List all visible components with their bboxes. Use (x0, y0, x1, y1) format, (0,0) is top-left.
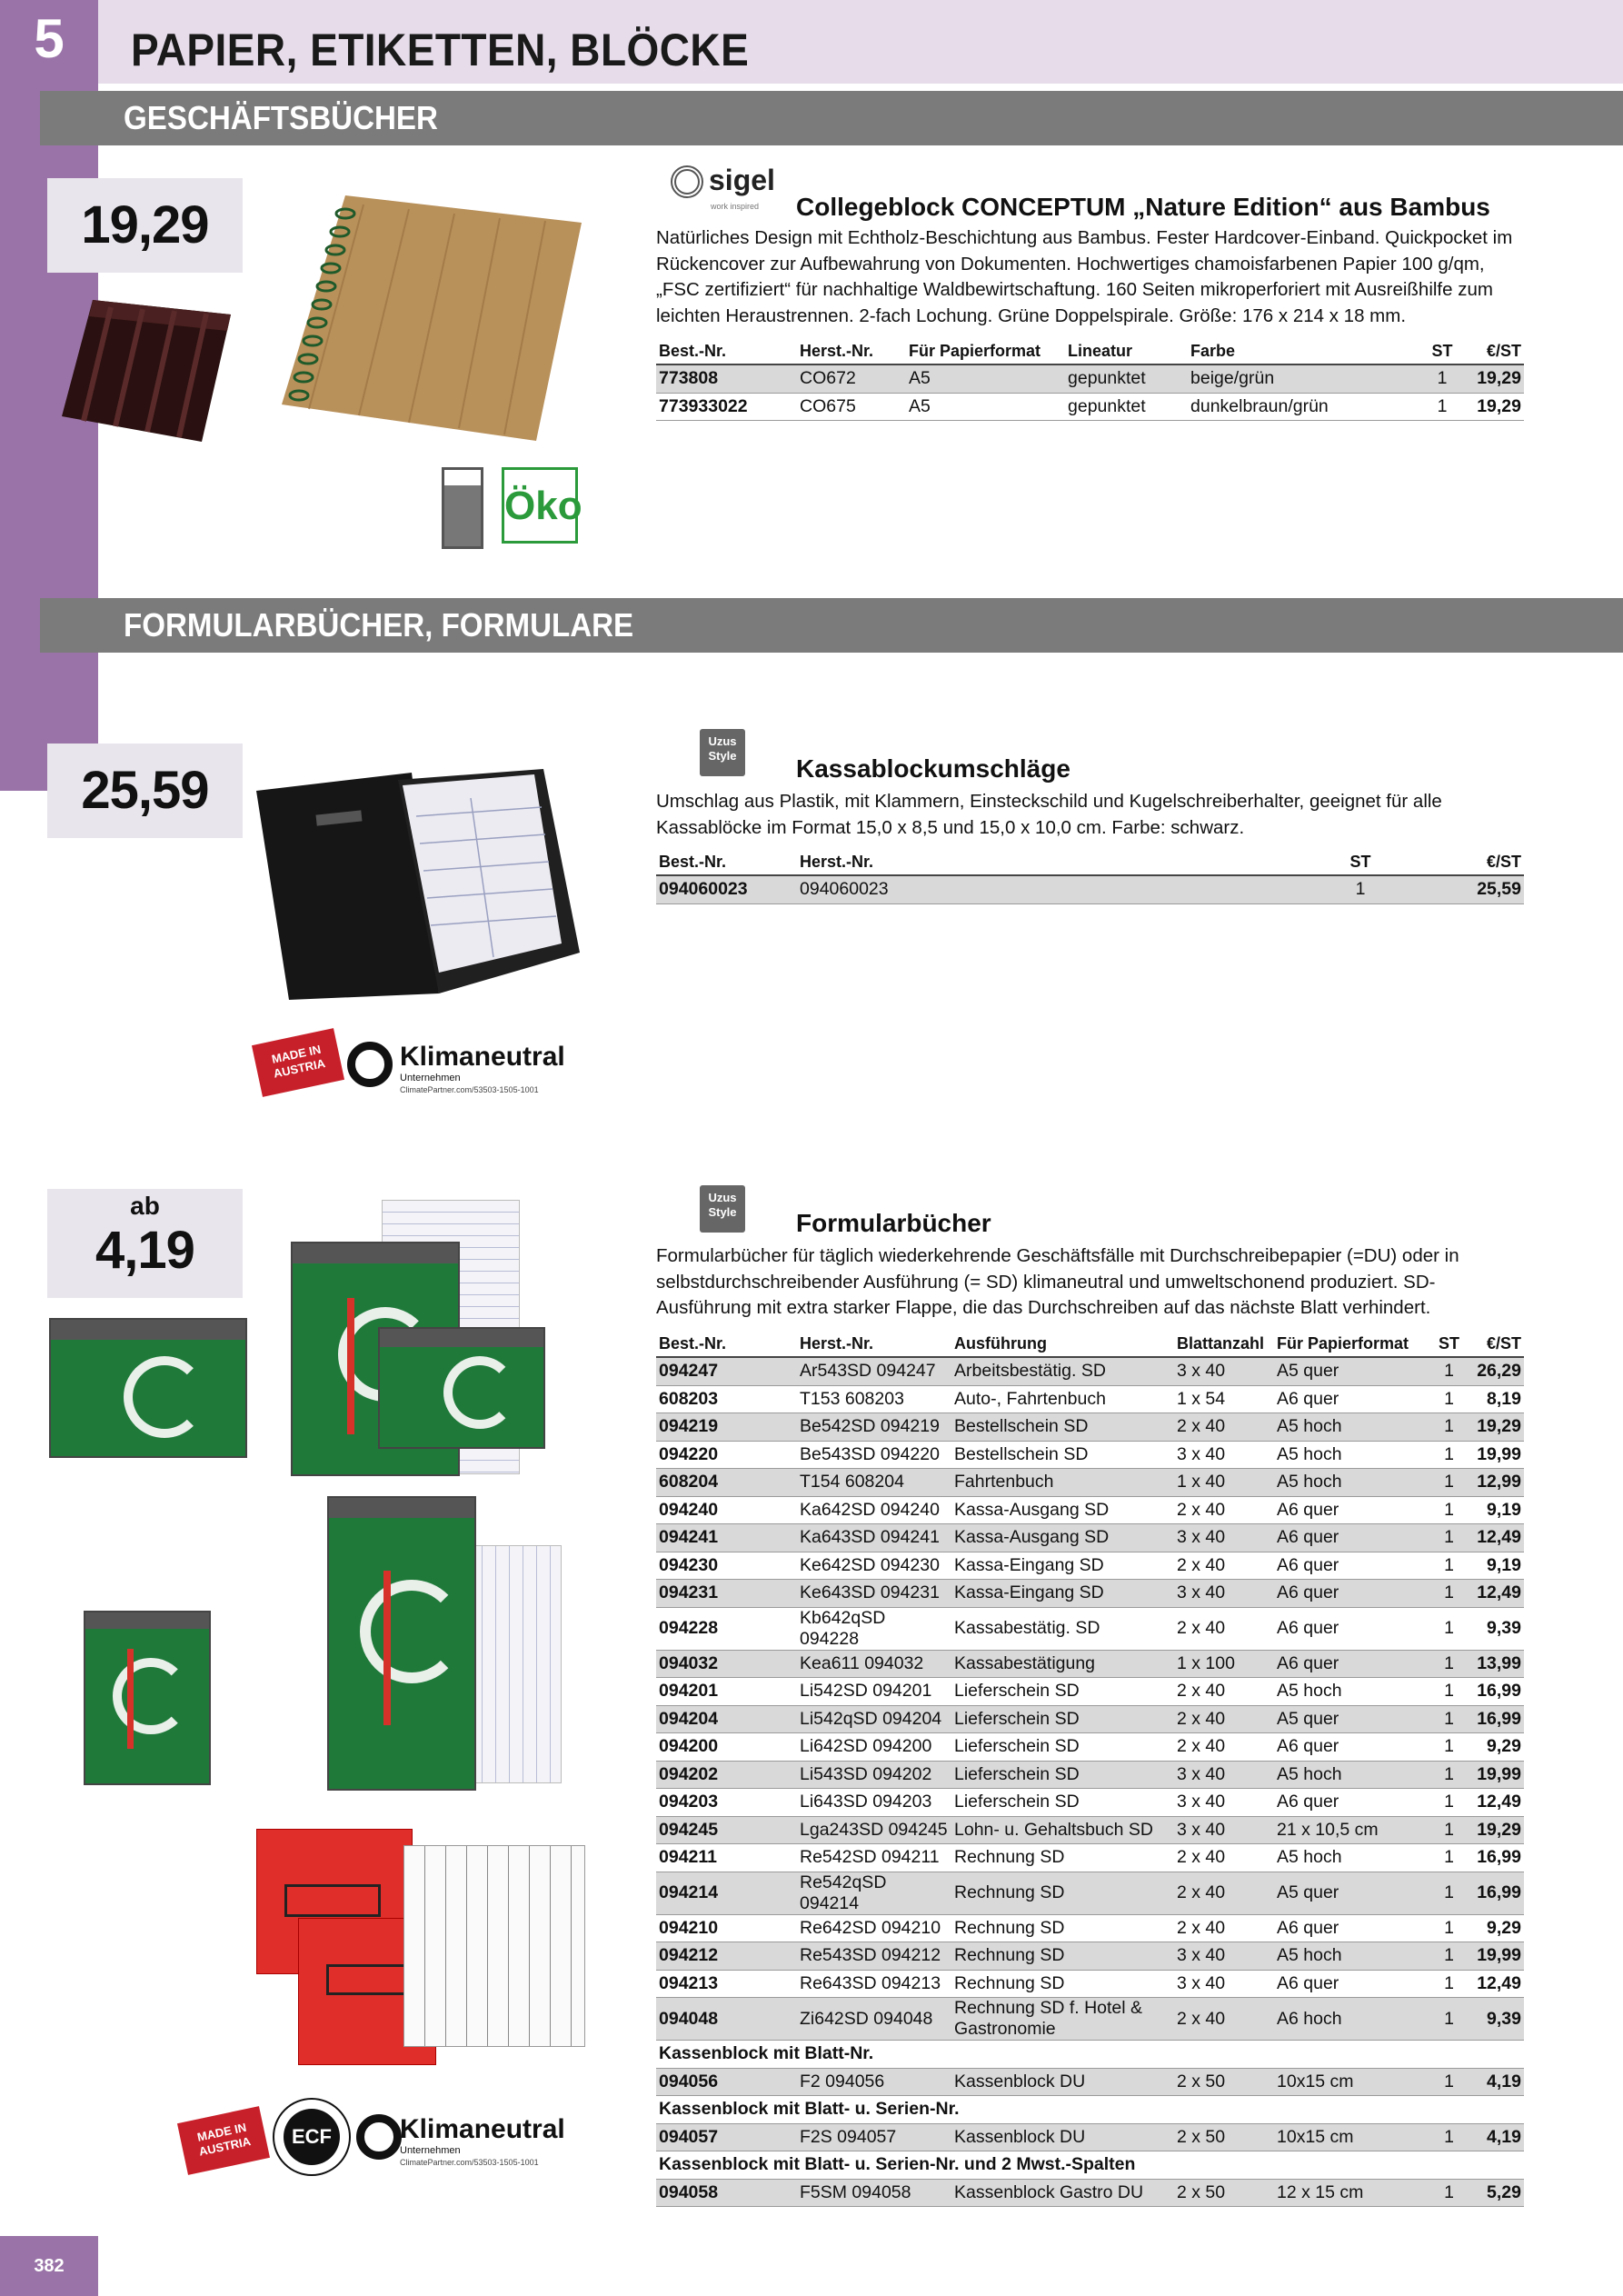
brand-logo-uzus: Uzus Style (700, 729, 745, 776)
table-cell: Arbeitsbestätig. SD (951, 1357, 1174, 1385)
oeko-badge: Öko (502, 467, 578, 544)
table-cell: A5 quer (1274, 1705, 1429, 1733)
table-cell: Lieferschein SD (951, 1705, 1174, 1733)
table-row (656, 1650, 1524, 1678)
table-row (656, 393, 1524, 421)
table-cell: Li542qSD 094204 (797, 1705, 951, 1733)
table-cell: A5 (906, 364, 1065, 393)
table-cell: 2 x 40 (1174, 1607, 1274, 1650)
table-cell: 2 x 40 (1174, 1998, 1274, 2041)
table-cell: Bestellschein SD (951, 1441, 1174, 1469)
table-cell: 094202 (656, 1761, 797, 1789)
section-title: FORMULARBÜCHER, FORMULARE (124, 606, 634, 644)
table-cell: 19,29 (1469, 1413, 1524, 1442)
table-cell: 1 x 54 (1174, 1385, 1274, 1413)
table-cell: 3 x 40 (1174, 1580, 1274, 1608)
table-cell: Kassenblock Gastro DU (951, 2179, 1174, 2207)
table-cell: Kassa-Ausgang SD (951, 1496, 1174, 1524)
table-cell: A5 hoch (1274, 1469, 1429, 1497)
table-row (656, 1761, 1524, 1789)
table-cell: Lohn- u. Gehaltsbuch SD (951, 1816, 1174, 1844)
product-description: Formularbücher für täglich wiederkehrende Geschäftsfälle mit Durchschreibepapier (=DU) oder in selbstdurchschreibender Ausführung (= SD) klimaneutral und umweltschonend produziert. SD-Ausführung mit extra starker Flappe, die das Durchschreiben auf das nächste Blatt verhindert. (656, 1245, 1459, 1318)
table-row (656, 1705, 1524, 1733)
table-cell: 1 (1429, 1524, 1469, 1552)
table-cell: Kassa-Ausgang SD (951, 1524, 1174, 1552)
table-cell: 1 (1429, 1580, 1469, 1608)
table-cell: gepunktet (1065, 393, 1188, 421)
table-cell: Lieferschein SD (951, 1733, 1174, 1762)
table-cell: 16,99 (1469, 1844, 1524, 1872)
table-cell: Kassenblock DU (951, 2068, 1174, 2096)
table-cell: 1 (1429, 1385, 1469, 1413)
table-cell: 3 x 40 (1174, 1942, 1274, 1971)
table-cell: 9,39 (1469, 1998, 1524, 2041)
table-cell: 608203 (656, 1385, 797, 1413)
table-cell: gepunktet (1065, 364, 1188, 393)
table-cell: 9,19 (1469, 1552, 1524, 1580)
table-cell: A6 quer (1274, 1607, 1429, 1650)
table-cell: 094211 (656, 1844, 797, 1872)
table-row (656, 1357, 1524, 1385)
table-row (656, 1914, 1524, 1942)
chapter-number: 5 (34, 8, 65, 69)
product-table-formularbuecher (656, 1331, 1524, 2207)
table-cell: Kassabestätig. SD (951, 1607, 1174, 1650)
table-cell: A5 hoch (1274, 1844, 1429, 1872)
section-bar-formularbuecher (40, 598, 1623, 653)
table-cell: 094245 (656, 1816, 797, 1844)
table-cell: 9,39 (1469, 1607, 1524, 1650)
section-bar-geschaeftsbuecher (40, 91, 1623, 145)
klimaneutral-icon (347, 1042, 393, 1087)
table-cell: Rechnung SD (951, 1844, 1174, 1872)
table-cell: A5 (906, 393, 1065, 421)
table-cell: Kassa-Eingang SD (951, 1552, 1174, 1580)
table-cell: 1 (1429, 1413, 1469, 1442)
table-row (656, 1580, 1524, 1608)
table-cell: 8,19 (1469, 1385, 1524, 1413)
table-cell: 773808 (656, 364, 797, 393)
table-cell: 16,99 (1469, 1872, 1524, 1914)
table-cell: dunkelbraun/grün (1188, 393, 1415, 421)
table-cell: Zi642SD 094048 (797, 1998, 951, 2041)
table-cell: 1 (1429, 2123, 1469, 2151)
table-cell: 094228 (656, 1607, 797, 1650)
table-cell: 3 x 40 (1174, 1761, 1274, 1789)
table-cell: A6 quer (1274, 1789, 1429, 1817)
table-cell: Kassabestätigung (951, 1650, 1174, 1678)
table-cell: Lieferschein SD (951, 1789, 1174, 1817)
table-group-label (656, 2151, 1524, 2180)
table-cell: 2 x 40 (1174, 1872, 1274, 1914)
table-cell: beige/grün (1188, 364, 1415, 393)
table-cell: 094201 (656, 1678, 797, 1706)
price-box (47, 744, 243, 838)
price: 25,59 (81, 761, 209, 820)
table-cell: A5 hoch (1274, 1942, 1429, 1971)
kassenblock-sheet-image (403, 1845, 585, 2047)
klimaneutral-url: ClimatePartner.com/53503-1505-1001 (400, 1085, 539, 1094)
table-cell: Be542SD 094219 (797, 1413, 951, 1442)
table-cell: Auto-, Fahrtenbuch (951, 1385, 1174, 1413)
table-row (656, 1385, 1524, 1413)
table-cell: 1 (1429, 1733, 1469, 1762)
table-cell: 1 (1429, 2068, 1469, 2096)
table-cell: 10x15 cm (1274, 2123, 1429, 2151)
table-cell: 1 (1429, 1872, 1469, 1914)
table-cell: 094058 (656, 2179, 797, 2207)
page-title: PAPIER, ETIKETTEN, BLÖCKE (131, 25, 750, 75)
table-row (656, 2179, 1524, 2207)
table-cell: 094240 (656, 1496, 797, 1524)
table-cell: A5 quer (1274, 1357, 1429, 1385)
table-cell: A5 quer (1274, 1872, 1429, 1914)
table-cell: 19,29 (1469, 364, 1524, 393)
table-cell: 1 (1429, 1357, 1469, 1385)
table-cell: 5,29 (1469, 2179, 1524, 2207)
sigel-logo-icon (671, 165, 703, 198)
table-cell: A5 hoch (1274, 1678, 1429, 1706)
table-cell: Re642SD 094210 (797, 1914, 951, 1942)
table-cell: Kea611 094032 (797, 1650, 951, 1678)
table-row (656, 1552, 1524, 1580)
klimaneutral-icon (356, 2114, 402, 2160)
table-row (656, 875, 1524, 903)
product-title: Formularbücher (796, 1209, 991, 1237)
group-label: Kassenblock mit Blatt- u. Serien-Nr. und 2 Mwst.-Spalten (656, 2151, 1524, 2180)
table-cell: 4,19 (1469, 2123, 1524, 2151)
table-row (656, 1524, 1524, 1552)
table-row (656, 2123, 1524, 2151)
formularbuch-image (84, 1611, 211, 1785)
table-cell: 1 (1429, 1469, 1469, 1497)
table-row (656, 1733, 1524, 1762)
table-cell: 1 (1306, 875, 1415, 903)
product-title: Kassablockumschläge (796, 754, 1070, 783)
table-row (656, 1607, 1524, 1650)
table-cell: A6 quer (1274, 1524, 1429, 1552)
section-title: GESCHÄFTSBÜCHER (124, 99, 438, 136)
table-cell: 1 (1429, 1942, 1469, 1971)
table-cell: Rechnung SD (951, 1942, 1174, 1971)
table-row (656, 364, 1524, 393)
table-cell: A5 hoch (1274, 1761, 1429, 1789)
table-cell: Li643SD 094203 (797, 1789, 951, 1817)
table-cell: 1 x 100 (1174, 1650, 1274, 1678)
table-header: Best.-Nr. Herst.-Nr. Für Papierformat Lineatur Farbe ST €/ST (656, 338, 1524, 364)
table-cell: Rechnung SD (951, 1872, 1174, 1914)
table-cell: Be543SD 094220 (797, 1441, 951, 1469)
table-cell: Re542SD 094211 (797, 1844, 951, 1872)
table-cell: 094200 (656, 1733, 797, 1762)
table-cell: CO672 (797, 364, 906, 393)
table-cell: A6 hoch (1274, 1998, 1429, 2041)
made-in-austria-badge: MADE IN AUSTRIA (252, 1028, 344, 1097)
table-cell: Lieferschein SD (951, 1761, 1174, 1789)
table-cell: 12,49 (1469, 1970, 1524, 1998)
price-prefix: ab (130, 1192, 160, 1220)
table-cell: F2S 094057 (797, 2123, 951, 2151)
table-cell: 094212 (656, 1942, 797, 1971)
product-table-collegeblock (656, 338, 1524, 421)
table-cell: 1 (1429, 1914, 1469, 1942)
table-cell: 094231 (656, 1580, 797, 1608)
table-cell: 1 (1429, 1496, 1469, 1524)
klimaneutral-label: Klimaneutral (400, 2114, 565, 2144)
table-cell: 1 (1429, 1998, 1469, 2041)
table-cell: F2 094056 (797, 2068, 951, 2096)
klimaneutral-label: Klimaneutral (400, 1042, 565, 1072)
price: 19,29 (81, 195, 209, 255)
table-row (656, 1413, 1524, 1442)
formularbuch-image (49, 1318, 247, 1458)
brand-tagline: work inspired (711, 202, 760, 211)
table-cell: 2 x 40 (1174, 1705, 1274, 1733)
formularbuch-image (327, 1496, 476, 1791)
table-cell: 094032 (656, 1650, 797, 1678)
klimaneutral-url: ClimatePartner.com/53503-1505-1001 (400, 2158, 539, 2167)
table-cell: 094060023 (656, 875, 797, 903)
table-cell: Li543SD 094202 (797, 1761, 951, 1789)
table-cell: Rechnung SD (951, 1970, 1174, 1998)
table-cell: 2 x 50 (1174, 2123, 1274, 2151)
kassablock-cover-image (253, 762, 582, 1003)
table-cell: 1 (1429, 1552, 1469, 1580)
table-cell: Ke642SD 094230 (797, 1552, 951, 1580)
ecf-badge: ECF (284, 2109, 340, 2165)
table-cell: 1 (1429, 1678, 1469, 1706)
table-cell: 16,99 (1469, 1705, 1524, 1733)
table-cell: 10x15 cm (1274, 2068, 1429, 2096)
table-cell: 12,99 (1469, 1469, 1524, 1497)
table-cell: 19,29 (1469, 393, 1524, 421)
table-cell: 12,49 (1469, 1580, 1524, 1608)
product-title: Collegeblock CONCEPTUM „Nature Edition“ aus Bambus (796, 193, 1490, 221)
table-row (656, 2068, 1524, 2096)
product-description: Umschlag aus Plastik, mit Klammern, Einsteckschild und Kugelschreiberhalter, geeignet für alle Kassablöcke im Format 15,0 x 8,5 und 15,0 x 10,0 cm. Farbe: schwarz. (656, 791, 1442, 838)
recycle-icon (442, 467, 483, 549)
klimaneutral-sub: Unternehmen (400, 2145, 461, 2156)
brand-logo-uzus: Uzus Style (700, 1185, 745, 1233)
made-in-austria-badge: MADE IN AUSTRIA (177, 2106, 270, 2175)
table-group-label (656, 2096, 1524, 2124)
table-cell: A6 quer (1274, 1385, 1429, 1413)
table-cell: Re542qSD 094214 (797, 1872, 951, 1914)
table-cell: 094203 (656, 1789, 797, 1817)
table-cell: 9,29 (1469, 1733, 1524, 1762)
table-cell: 094210 (656, 1914, 797, 1942)
table-cell: Lieferschein SD (951, 1678, 1174, 1706)
table-cell: 2 x 40 (1174, 1552, 1274, 1580)
table-cell: 21 x 10,5 cm (1274, 1816, 1429, 1844)
table-row (656, 1970, 1524, 1998)
table-cell: A6 quer (1274, 1580, 1429, 1608)
table-row (656, 1496, 1524, 1524)
table-cell: 2 x 40 (1174, 1733, 1274, 1762)
table-cell: 1 (1429, 1705, 1469, 1733)
table-cell: T153 608203 (797, 1385, 951, 1413)
table-cell: 26,29 (1469, 1357, 1524, 1385)
table-cell: 094056 (656, 2068, 797, 2096)
table-cell: 1 (1429, 1650, 1469, 1678)
table-cell: 1 x 40 (1174, 1469, 1274, 1497)
table-cell: 773933022 (656, 393, 797, 421)
table-cell: 12,49 (1469, 1524, 1524, 1552)
table-cell: 2 x 40 (1174, 1844, 1274, 1872)
table-cell: 1 (1429, 1844, 1469, 1872)
table-cell: Lga243SD 094245 (797, 1816, 951, 1844)
table-cell: A6 quer (1274, 1496, 1429, 1524)
table-cell: 1 (1429, 2179, 1469, 2207)
table-cell: 1 (1429, 1441, 1469, 1469)
table-cell: 1 (1429, 1789, 1469, 1817)
table-cell: Re543SD 094212 (797, 1942, 951, 1971)
table-cell: 1 (1429, 1816, 1469, 1844)
table-cell: 19,99 (1469, 1942, 1524, 1971)
table-cell: 094204 (656, 1705, 797, 1733)
table-row (656, 1942, 1524, 1971)
table-cell: CO675 (797, 393, 906, 421)
table-cell: T154 608204 (797, 1469, 951, 1497)
table-cell: Ka643SD 094241 (797, 1524, 951, 1552)
notebook-dark-image (56, 289, 238, 448)
table-cell: 1 (1429, 1970, 1469, 1998)
table-cell: 2 x 40 (1174, 1678, 1274, 1706)
table-row (656, 1872, 1524, 1914)
table-cell: A6 quer (1274, 1970, 1429, 1998)
table-cell: A5 hoch (1274, 1413, 1429, 1442)
table-cell: Fahrtenbuch (951, 1469, 1174, 1497)
table-cell: Kassa-Eingang SD (951, 1580, 1174, 1608)
price-box (47, 1189, 243, 1298)
table-cell: A6 quer (1274, 1733, 1429, 1762)
product-description: Natürliches Design mit Echtholz-Beschichtung aus Bambus. Fester Hardcover-Einband. Quickpocket im Rückencover zur Aufbewahrung von Dokumenten. Hochwertiges chamoisfarbenen Papier 100 g/qm, „FSC zertifiziert“ für nachhaltige Waldbewirtschaftung. 160 Seiten mikroperforiert mit Ausreißhilfe zum leichten Heraustrennen. 2-fach Lochung. Grüne Doppelspirale. Größe: 176 x 214 x 18 mm. (656, 227, 1513, 326)
table-cell: Ke643SD 094231 (797, 1580, 951, 1608)
table-cell: 1 (1429, 1607, 1469, 1650)
table-row (656, 1469, 1524, 1497)
table-cell: 2 x 40 (1174, 1914, 1274, 1942)
table-cell: 19,29 (1469, 1816, 1524, 1844)
table-cell: Rechnung SD (951, 1914, 1174, 1942)
table-cell: 1 (1415, 393, 1469, 421)
table-cell: 13,99 (1469, 1650, 1524, 1678)
table-cell: 12 x 15 cm (1274, 2179, 1429, 2207)
table-cell: 094230 (656, 1552, 797, 1580)
table-cell: 094214 (656, 1872, 797, 1914)
table-cell: 3 x 40 (1174, 1970, 1274, 1998)
table-cell: 19,99 (1469, 1761, 1524, 1789)
table-cell: A5 hoch (1274, 1441, 1429, 1469)
table-cell: F5SM 094058 (797, 2179, 951, 2207)
table-cell: 094048 (656, 1998, 797, 2041)
table-cell: 9,19 (1469, 1496, 1524, 1524)
table-cell: A6 quer (1274, 1552, 1429, 1580)
table-row (656, 1441, 1524, 1469)
price: 4,19 (95, 1221, 194, 1280)
table-row (656, 1844, 1524, 1872)
table-cell: Kassenblock DU (951, 2123, 1174, 2151)
table-cell: 1 (1429, 1761, 1469, 1789)
table-cell: 3 x 40 (1174, 1441, 1274, 1469)
notebook-bamboo-image (273, 186, 591, 445)
table-cell: 16,99 (1469, 1678, 1524, 1706)
ecf-badge-ring (273, 2098, 351, 2176)
price-box (47, 178, 243, 273)
table-cell: 094213 (656, 1970, 797, 1998)
table-cell: 19,99 (1469, 1441, 1524, 1469)
table-header: Best.-Nr. Herst.-Nr. ST €/ST (656, 849, 1524, 875)
table-cell: 094060023 (797, 875, 1306, 903)
brand-logo-sigel: sigel (709, 164, 775, 196)
page-number: 382 (0, 2236, 98, 2296)
table-cell: Rechnung SD f. Hotel & Gastronomie (951, 1998, 1174, 2041)
table-cell: 094241 (656, 1524, 797, 1552)
table-row (656, 1789, 1524, 1817)
product-table-kassablock (656, 849, 1524, 904)
table-cell: Bestellschein SD (951, 1413, 1174, 1442)
table-cell: 094219 (656, 1413, 797, 1442)
table-cell: 608204 (656, 1469, 797, 1497)
table-cell: 3 x 40 (1174, 1357, 1274, 1385)
table-cell: Ar543SD 094247 (797, 1357, 951, 1385)
formularbuch-image (378, 1327, 545, 1449)
table-cell: Li642SD 094200 (797, 1733, 951, 1762)
table-row (656, 1998, 1524, 2041)
table-cell: 3 x 40 (1174, 1789, 1274, 1817)
group-label: Kassenblock mit Blatt-Nr. (656, 2041, 1524, 2069)
table-cell: 12,49 (1469, 1789, 1524, 1817)
table-cell: Kb642qSD 094228 (797, 1607, 951, 1650)
klimaneutral-sub: Unternehmen (400, 1073, 461, 1083)
table-cell: Li542SD 094201 (797, 1678, 951, 1706)
table-cell: 094057 (656, 2123, 797, 2151)
table-cell: 25,59 (1415, 875, 1524, 903)
table-cell: 9,29 (1469, 1914, 1524, 1942)
table-cell: 2 x 40 (1174, 1496, 1274, 1524)
group-label: Kassenblock mit Blatt- u. Serien-Nr. (656, 2096, 1524, 2124)
table-header: Best.-Nr. Herst.-Nr. Ausführung Blattanzahl Für Papierformat ST €/ST (656, 1331, 1524, 1357)
table-cell: A6 quer (1274, 1914, 1429, 1942)
table-cell: 3 x 40 (1174, 1524, 1274, 1552)
table-cell: A6 quer (1274, 1650, 1429, 1678)
table-cell: 2 x 40 (1174, 1413, 1274, 1442)
table-group-label (656, 2041, 1524, 2069)
table-row (656, 1816, 1524, 1844)
table-cell: Re643SD 094213 (797, 1970, 951, 1998)
table-cell: Ka642SD 094240 (797, 1496, 951, 1524)
table-row (656, 1678, 1524, 1706)
table-cell: 094220 (656, 1441, 797, 1469)
table-cell: 4,19 (1469, 2068, 1524, 2096)
table-cell: 1 (1415, 364, 1469, 393)
table-cell: 2 x 50 (1174, 2068, 1274, 2096)
table-cell: 094247 (656, 1357, 797, 1385)
table-cell: 2 x 50 (1174, 2179, 1274, 2207)
table-cell: 3 x 40 (1174, 1816, 1274, 1844)
